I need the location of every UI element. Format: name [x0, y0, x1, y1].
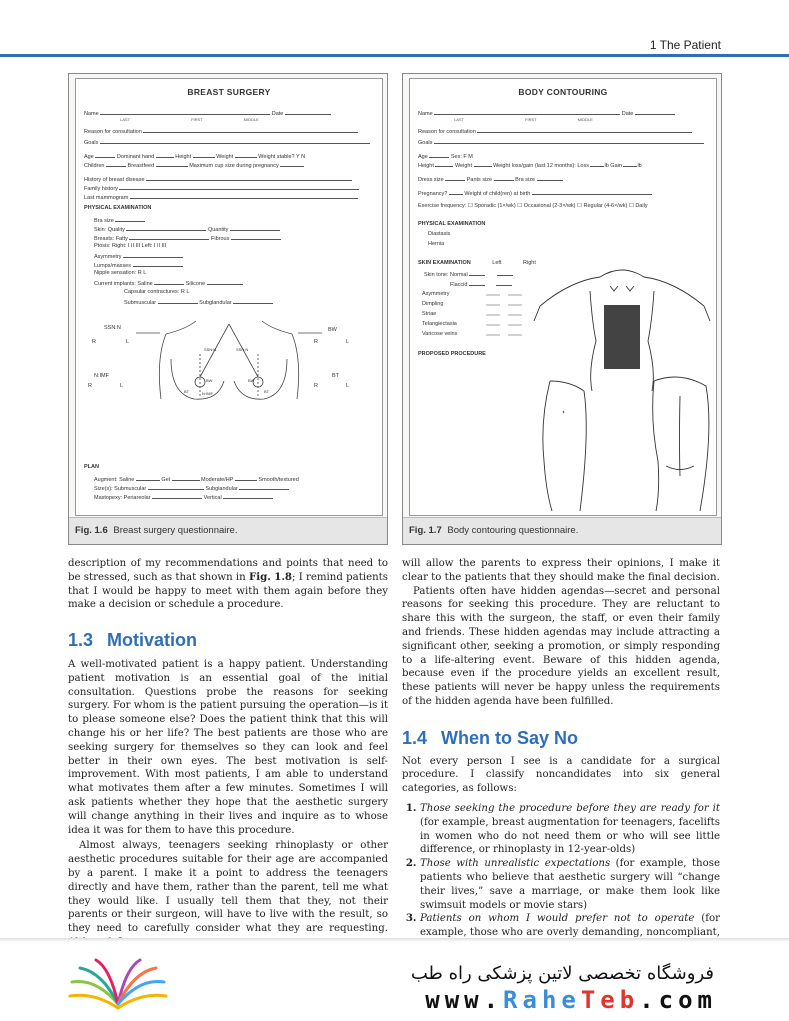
- svg-text:R: R: [314, 383, 318, 389]
- svg-text:BT: BT: [184, 389, 190, 394]
- nimf-label: N:IMF: [94, 373, 109, 379]
- website-url[interactable]: www.RaheTeb.com: [425, 986, 717, 1014]
- svg-text:L: L: [126, 339, 130, 345]
- parents-paragraph: will allow the parents to express their opinions, I make it clear to the patients that they should make the final decision.: [402, 558, 720, 583]
- figure-body-contouring: [402, 73, 722, 545]
- bw-label: BW: [328, 327, 337, 333]
- list-item: 2. Those with unrealistic expectations (for example, those patients who believe that aesthetic surgery will “change their lives,” save a marriage, or make them look like swimsuit models or movie stars): [420, 857, 720, 912]
- ssn-label: SSN:N: [104, 325, 121, 331]
- list-item: 3. Patients on whom I would prefer not to operate (for example, those who are overly demanding, noncompliant,: [420, 912, 720, 953]
- section-heading-when-to-say-no: 1.4 When to Say No: [402, 727, 579, 748]
- footer-banner: [0, 938, 789, 1021]
- name-sublabels: LAST FIRST MIDDLE: [120, 117, 259, 122]
- open-book-logo: [66, 958, 170, 1014]
- body-contouring-form: BODY CONTOURING Name Date LAST FIRST MIDDLE Reason for consultation Goals Age Sex: F M Height Weight Weight loss/gain (last 12 months): Loss lb Gain lb Dress size Pants size Bra size Pregnancy? Weight of child(ren) at birth Exercise frequency: ☐ Sporadic (1×/wk) ☐ Occasional (2-3×/wk) ☐ Regular (4-6×/wk) ☐ Daily PHYSICAL EXAMINATION Diastasis Hernia SKIN EXAMINATION Left Right Skin tone: Normal Flaccid Asymmetry Dimpling Striae Telangiectasia Varicose veins PROPOSED PROCEDURE: [409, 78, 717, 516]
- svg-text:SSN:N: SSN:N: [236, 347, 249, 352]
- svg-text:SSN:N: SSN:N: [204, 347, 217, 352]
- motivation-paragraph-2: Almost always, teenagers seeking rhinoplasty or other aesthetic procedures suitable for their age are accompanied by a parent. I make it a point to address the teenagers directly and have them, rather than the parent, tell me what they would like. I usually tell them that they, not their parents or their surgeon, will have to live with the result, so they need to carefully consider what they are requesting.: [68, 840, 388, 935]
- form-title: BREAST SURGERY: [187, 87, 271, 97]
- bt-label: BT: [332, 373, 340, 379]
- running-title: 1 The Patient: [649, 38, 721, 52]
- running-header: [0, 0, 789, 58]
- svg-text:L: L: [120, 383, 124, 389]
- breast-torso-diagram: [76, 319, 382, 454]
- store-name-persian: فروشگاه تخصصی لاتین پزشکی راه طب: [410, 963, 714, 984]
- breast-surgery-form: BREAST SURGERY Name Date LAST FIRST MIDDLE Reason for consultation Goals Age Dominant hand Height Weight Weight stable? Y N Children Breastfeed Maximum cup size during pregnancy History of breast disease Family history Last mammogram PHYSICAL EXAMINATION Bra size Skin: Quality Quantity Breasts: Fatty Fibrous Ptosis: Right: I II III Left: I II III Asymmetry Lumps/masses Nipple sensation: R L Current implants: Saline Silicone Capsular contractures: R L Submuscular Subglandular SSN:N BW R L R L N:IMF BT R L R L SSN:N SSN:N BW BW BT BT N:IMF PLAN Augment: Saline Gel Moderate/HP Smooth/textured Size(s): Submuscular Subglandular Mastopexy: Periareolar Vertical: [75, 78, 383, 516]
- figure-label: Fig. 1.6: [75, 525, 108, 536]
- noncandidate-list: [402, 802, 720, 954]
- svg-text:BW: BW: [206, 378, 213, 383]
- form-title: BODY CONTOURING: [518, 87, 608, 97]
- fig-reference-link[interactable]: Fig. 1.8: [248, 570, 293, 583]
- figure-label: Fig. 1.7: [409, 525, 442, 536]
- svg-text:N:IMF: N:IMF: [202, 391, 213, 396]
- motivation-paragraph-1: A well-motivated patient is a happy patient. Understanding patient motivation is an essential goal of the initial consultation. Questions probe the reasons for seeking surgery. For whom is the patient pursuing the operation—is it to please someone else? Does the patient think that this will change his or her life? The best patients are those who are seeking surgery for themselves so they can look and feel better in their own eyes. The best motivation is self-improvement. With most patients, I am able to understand what motivates them after a few minutes. Sometimes I will ask patients whether they hope that the aesthetic surgery will change anything in their lives and inquire as to whose idea it was for them to have this procedure.: [68, 658, 388, 836]
- svg-text:R: R: [88, 383, 92, 389]
- svg-text:BW: BW: [248, 378, 255, 383]
- svg-text:L: L: [346, 339, 350, 345]
- figure-caption: Fig. 1.7 Body contouring questionnaire.: [403, 517, 721, 544]
- figure-breast-surgery: [68, 73, 388, 545]
- svg-text:R: R: [314, 339, 318, 345]
- section-heading-motivation: 1.3 Motivation: [68, 630, 198, 651]
- list-item: 1. Those seeking the procedure before they are ready for it (for example, breast augmentation for teenagers, facelifts in women who do not need them or who will see little difference, or rhinoplasty in 12-year-olds): [420, 802, 720, 857]
- svg-text:BT: BT: [264, 389, 270, 394]
- figure-caption: Fig. 1.6 Breast surgery questionnaire.: [69, 517, 387, 544]
- header-rule: [0, 54, 789, 57]
- svg-text:L: L: [346, 383, 350, 389]
- left-column: [68, 557, 388, 950]
- name-line: Name Date: [84, 109, 376, 117]
- body-contour-diagram: [530, 261, 714, 513]
- svg-text:R: R: [92, 339, 96, 345]
- intro-paragraph: description of my recommendations and points that need to be stressed, such as that shown in Fig. 1.8; I remind patients that I would be happy to meet with them again before they make a decision or schedule a procedure.: [68, 558, 388, 611]
- noncandidates-intro: Not every person I see is a candidate for a surgical procedure. I classify noncandidates into six general categories, as follows:: [402, 755, 720, 795]
- right-column: [402, 557, 720, 954]
- hidden-agenda-paragraph: Patients often have hidden agendas—secret and personal reasons for seeking this procedure. They are reluctant to share this with the surgeon, the staff, or even their family and friends. These hidden agendas may include attracting a significant other, seeking a promotion, or simply responding to a life-altering event. Beware of this hidden agenda, because even if the procedure yields an excellent result, these patients will never be happy unless the requirements of the hidden agenda have been fulfilled.: [402, 585, 720, 707]
